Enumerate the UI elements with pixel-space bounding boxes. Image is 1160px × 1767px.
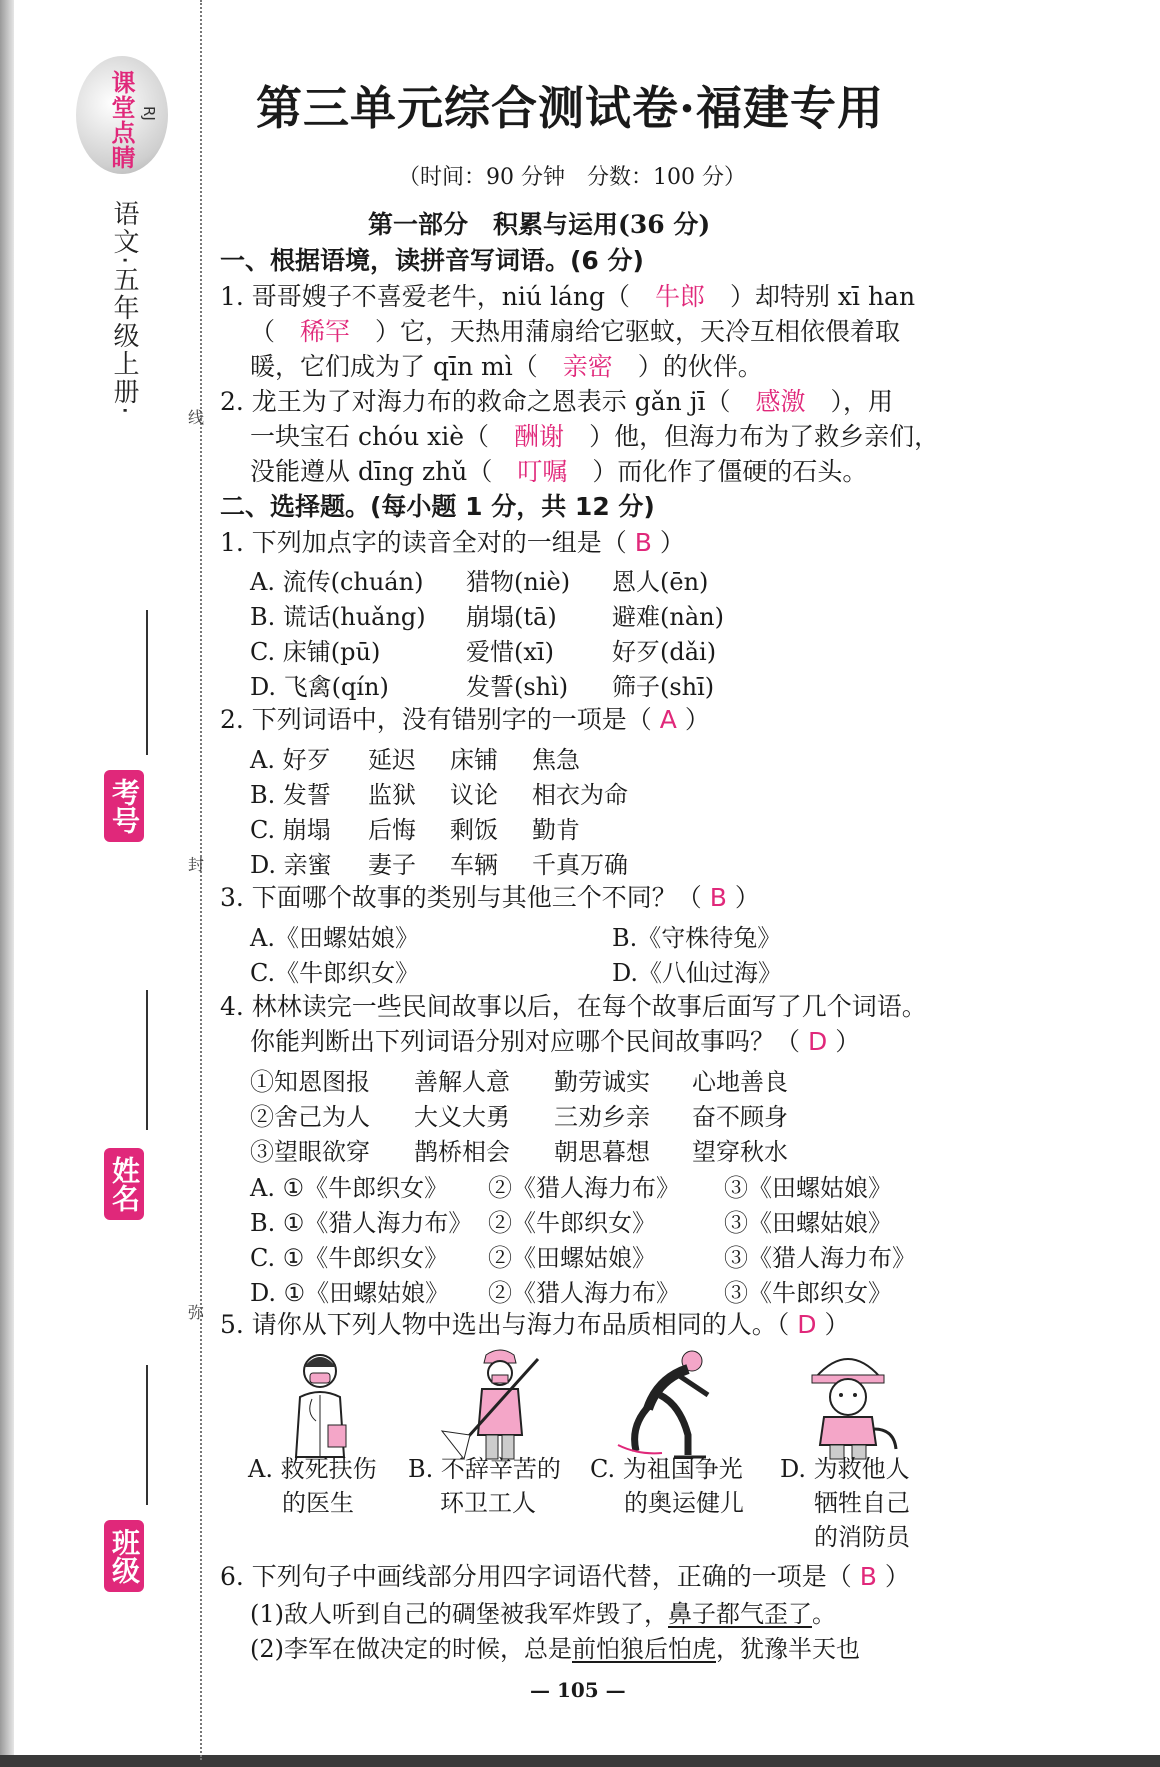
firefighter-illustration xyxy=(788,1345,908,1463)
answer: 稀罕 xyxy=(300,317,351,346)
text: ），用 xyxy=(805,387,893,416)
section1-heading: 一、根据语境，读拼音写词语。(6 分) xyxy=(220,246,644,275)
q1-opt-c1: C. 床铺(pū) xyxy=(250,638,381,666)
field-line-id xyxy=(146,610,148,755)
q4-g1-1: ①知恩图报 xyxy=(250,1068,370,1096)
q1-opt-a3: 恩人(ēn) xyxy=(612,568,709,596)
text: 1. 下列加点字的读音全对的一组是（ xyxy=(220,528,627,557)
text: (1)敌人听到自己的碉堡被我军炸毁了， xyxy=(250,1600,668,1628)
text: ）的伙伴。 xyxy=(612,352,763,381)
text: ）却特别 xī han xyxy=(704,282,916,311)
q5-caption-b xyxy=(408,1452,561,1520)
q5-caption-d xyxy=(780,1452,910,1554)
text: ）而化作了僵硬的石头。 xyxy=(567,457,868,486)
q2-a1: A. 好歹 xyxy=(250,746,331,774)
answer: 感激 xyxy=(755,387,806,416)
s1-q1-line2 xyxy=(250,315,900,349)
answer: 酬谢 xyxy=(514,422,565,451)
text: ，犹豫半天也 xyxy=(716,1635,860,1663)
doctor-illustration xyxy=(268,1345,378,1463)
underlined-phrase: 鼻子都气歪了 xyxy=(668,1600,812,1628)
fold-char-xian: 线 xyxy=(188,408,205,427)
underlined-phrase: 前怕狼后怕虎 xyxy=(572,1635,716,1663)
answer: 叮嘱 xyxy=(517,457,568,486)
q4-g3-2: 鹊桥相会 xyxy=(414,1138,510,1166)
q4-opt-b1: B. ①《猎人海力布》 xyxy=(250,1209,473,1237)
q5-caption-a xyxy=(248,1452,377,1520)
part-heading: 第一部分 积累与运用(36 分) xyxy=(368,210,711,239)
q3-opt-d: D.《八仙过海》 xyxy=(612,959,783,987)
field-line-class xyxy=(146,1365,148,1505)
q4-opt-c3: ③《猎人海力布》 xyxy=(724,1244,916,1272)
s2-q4-stem2 xyxy=(250,1025,860,1059)
q5-illustrations xyxy=(248,1345,948,1465)
exam-meta: （时间：90 分钟 分数：100 分） xyxy=(398,165,746,190)
caption-line: B. 不辞辛苦的 xyxy=(408,1455,561,1483)
s2-q2-stem xyxy=(220,703,710,737)
q4-opt-d1: D. ①《田螺姑娘》 xyxy=(250,1279,450,1307)
answer: B xyxy=(634,528,652,557)
s2-q5-stem xyxy=(220,1308,850,1342)
q2-d2: 妻子 xyxy=(368,851,416,879)
bottom-edge xyxy=(0,1755,1160,1767)
q4-g3-4: 望穿秋水 xyxy=(692,1138,788,1166)
q4-g2-1: ②舍己为人 xyxy=(250,1103,370,1131)
q4-opt-c1: C. ①《牛郎织女》 xyxy=(250,1244,449,1272)
q4-opt-b3: ③《田螺姑娘》 xyxy=(724,1209,892,1237)
text: 1. 哥哥嫂子不喜爱老牛，niú láng（ xyxy=(220,282,655,311)
s2-q6-sentence2 xyxy=(250,1632,860,1666)
text: ）他，但海力布为了救乡亲们， xyxy=(564,422,940,451)
caption-line: 牺牲自己 xyxy=(814,1489,910,1517)
field-label-class: 班级 xyxy=(104,1520,144,1592)
q3-opt-a: A.《田螺姑娘》 xyxy=(250,924,419,952)
text: ）它，天热用蒲扇给它驱蚊，天冷互相依偎着取 xyxy=(350,317,901,346)
q1-opt-a1: A. 流传(chuán) xyxy=(250,568,424,596)
answer: 牛郎 xyxy=(654,282,705,311)
q4-g2-3: 三劝乡亲 xyxy=(554,1103,650,1131)
q2-b1: B. 发誓 xyxy=(250,781,331,809)
caption-line: 环卫工人 xyxy=(440,1489,536,1517)
q4-opt-b2: ②《牛郎织女》 xyxy=(488,1209,656,1237)
s2-q3-stem xyxy=(220,881,760,915)
answer: D xyxy=(807,1027,828,1056)
text: (2)李军在做决定的时候，总是 xyxy=(250,1635,572,1663)
text: 2. 下列词语中，没有错别字的一项是（ xyxy=(220,705,652,734)
q4-opt-a2: ②《猎人海力布》 xyxy=(488,1174,680,1202)
fold-char-feng: 封 xyxy=(188,855,205,874)
q4-g3-3: 朝思暮想 xyxy=(554,1138,650,1166)
text: ） xyxy=(684,705,710,734)
text: ） xyxy=(659,528,685,557)
text: 。 xyxy=(812,1600,836,1628)
text: ） xyxy=(824,1310,850,1339)
q2-b2: 监狱 xyxy=(368,781,416,809)
text: 你能判断出下列词语分别对应哪个民间故事吗？（ xyxy=(250,1027,801,1056)
answer: A xyxy=(659,705,677,734)
s1-q2-line1 xyxy=(220,385,893,419)
fold-dotted-line xyxy=(200,0,202,1760)
q4-g2-2: 大义大勇 xyxy=(414,1103,510,1131)
q1-opt-d1: D. 飞禽(qín) xyxy=(250,673,389,701)
text: 没能遵从 dīng zhǔ（ xyxy=(250,457,518,486)
q4-opt-d2: ②《猎人海力布》 xyxy=(488,1279,680,1307)
text: 暖，它们成为了 qīn mì（ xyxy=(250,352,563,381)
q2-a4: 焦急 xyxy=(532,746,580,774)
caption-line: 的奥运健儿 xyxy=(624,1489,744,1517)
field-label-id: 考号 xyxy=(104,770,144,842)
logo-text: 课堂点睛 xyxy=(107,70,135,170)
series-logo xyxy=(76,56,168,174)
section2-heading: 二、选择题。(每小题 1 分，共 12 分) xyxy=(220,492,655,521)
caption-line: 的消防员 xyxy=(814,1523,910,1551)
q2-d3: 车辆 xyxy=(450,851,498,879)
q2-d1: D. 亲蜜 xyxy=(250,851,332,879)
q2-c1: C. 崩塌 xyxy=(250,816,331,844)
q5-caption-c xyxy=(590,1452,744,1520)
q4-g2-4: 奋不顾身 xyxy=(692,1103,788,1131)
q2-a3: 床铺 xyxy=(450,746,498,774)
q1-opt-b2: 崩塌(tā) xyxy=(466,603,557,631)
q1-opt-a2: 猎物(niè) xyxy=(466,568,571,596)
s1-q2-line3 xyxy=(250,455,867,489)
caption-line: C. 为祖国争光 xyxy=(590,1455,743,1483)
logo-sub: RJ xyxy=(140,106,158,121)
book-title: 语文·五年级上册· xyxy=(109,200,139,417)
page-title: 第三单元综合测试卷·福建专用 xyxy=(256,81,885,135)
s1-q1-line1 xyxy=(220,280,915,314)
s1-q2-line2 xyxy=(250,420,939,454)
q4-g1-3: 勤劳诚实 xyxy=(554,1068,650,1096)
q4-opt-d3: ③《牛郎织女》 xyxy=(724,1279,892,1307)
q1-opt-b3: 避难(nàn) xyxy=(612,603,724,631)
fold-char-mi: 弥 xyxy=(188,1303,205,1322)
q2-c3: 剩饭 xyxy=(450,816,498,844)
answer: 亲密 xyxy=(562,352,613,381)
s2-q1-stem xyxy=(220,526,685,560)
text: 2. 龙王为了对海力布的救命之恩表示 gǎn jī（ xyxy=(220,387,756,416)
text: ） xyxy=(835,1027,861,1056)
page-gutter-shadow xyxy=(0,0,14,1767)
q4-g1-4: 心地善良 xyxy=(692,1068,788,1096)
q4-opt-a1: A. ①《牛郎织女》 xyxy=(250,1174,449,1202)
q2-c4: 勤肯 xyxy=(532,816,580,844)
text: 3. 下面哪个故事的类别与其他三个不同？（ xyxy=(220,883,702,912)
text: ） xyxy=(734,883,760,912)
s1-q1-line3 xyxy=(250,350,763,384)
s2-q6-stem xyxy=(220,1560,910,1594)
q2-a2: 延迟 xyxy=(368,746,416,774)
q1-opt-b1: B. 谎话(huǎng) xyxy=(250,603,426,631)
q1-opt-c3: 好歹(dǎi) xyxy=(612,638,717,666)
q4-opt-a3: ③《田螺姑娘》 xyxy=(724,1174,892,1202)
q3-opt-b: B.《守株待兔》 xyxy=(612,924,782,952)
text: ） xyxy=(884,1562,910,1591)
caption-line: D. 为救他人 xyxy=(780,1455,910,1483)
q1-opt-c2: 爱惜(xī) xyxy=(466,638,554,666)
q2-c2: 后悔 xyxy=(368,816,416,844)
answer: D xyxy=(797,1310,817,1339)
q1-opt-d3: 筛子(shī) xyxy=(612,673,715,701)
text: 一块宝石 chóu xiè（ xyxy=(250,422,515,451)
sanitation-worker-illustration xyxy=(438,1345,558,1463)
skater-illustration xyxy=(608,1345,728,1463)
caption-line: A. 救死扶伤 xyxy=(248,1455,377,1483)
s2-q4-stem: 4. 林林读完一些民间故事以后，在每个故事后面写了几个词语。 xyxy=(220,992,927,1021)
q4-g3-1: ③望眼欲穿 xyxy=(250,1138,370,1166)
caption-line: 的医生 xyxy=(282,1489,354,1517)
text: （ xyxy=(250,317,301,346)
text: 5. 请你从下列人物中选出与海力布品质相同的人。（ xyxy=(220,1310,790,1339)
answer: B xyxy=(709,883,727,912)
field-label-name: 姓名 xyxy=(104,1148,144,1220)
text: 6. 下列句子中画线部分用四字词语代替，正确的一项是（ xyxy=(220,1562,852,1591)
q3-opt-c: C.《牛郎织女》 xyxy=(250,959,420,987)
page-number: — 105 — xyxy=(530,1678,626,1702)
answer: B xyxy=(859,1562,877,1591)
q2-b3: 议论 xyxy=(450,781,498,809)
q4-g1-2: 善解人意 xyxy=(414,1068,510,1096)
q2-b4: 相衣为命 xyxy=(532,781,628,809)
s2-q6-sentence1 xyxy=(250,1597,836,1631)
q1-opt-d2: 发誓(shì) xyxy=(466,673,569,701)
q4-opt-c2: ②《田螺姑娘》 xyxy=(488,1244,656,1272)
q2-d4: 千真万确 xyxy=(532,851,628,879)
field-line-name xyxy=(146,990,148,1130)
